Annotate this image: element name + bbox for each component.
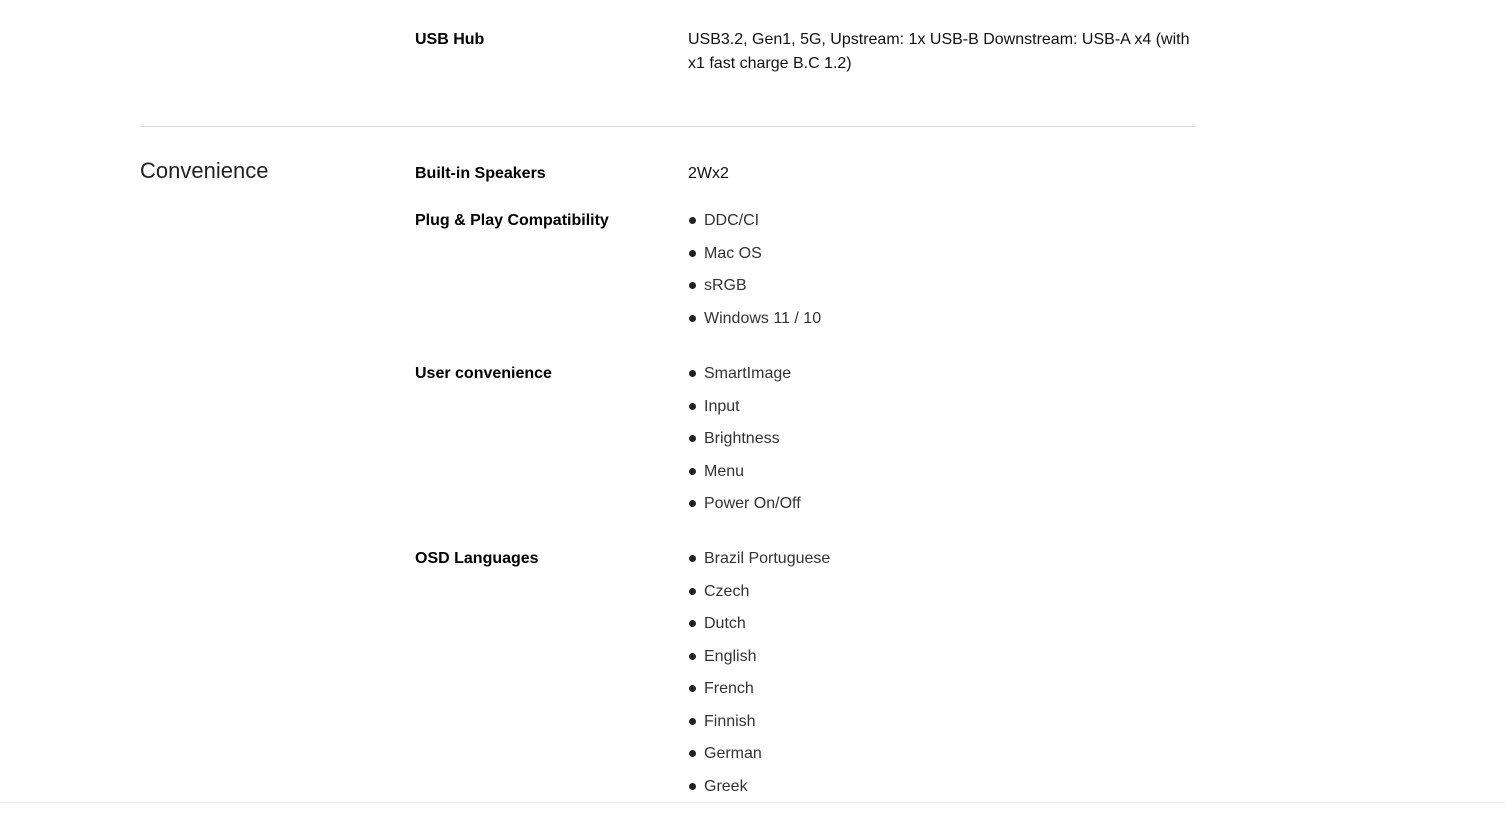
bullet-item-text: Dutch bbox=[704, 615, 746, 632]
bullet-dot-icon bbox=[689, 653, 696, 660]
bullet-item-text: Windows 11 / 10 bbox=[704, 309, 822, 327]
bullet-dot-icon bbox=[689, 468, 696, 475]
spec-value-osd-languages bbox=[688, 547, 1208, 807]
bullet-item bbox=[688, 645, 1208, 669]
bullet-dot-icon bbox=[689, 555, 696, 562]
bullet-item bbox=[688, 362, 1208, 386]
bullet-item bbox=[688, 742, 1208, 766]
spec-value-usb-hub-line1: USB3.2, Gen1, 5G, Upstream: 1x USB-B Downstream: USB-A x4 (with bbox=[688, 31, 1190, 48]
spec-value-usb-hub bbox=[688, 28, 1208, 76]
bullet-item bbox=[688, 580, 1208, 604]
bullet-item-text: English bbox=[704, 647, 757, 665]
bullet-dot-icon bbox=[689, 217, 696, 224]
bullet-item bbox=[688, 492, 1208, 516]
bullet-item-text: sRGB bbox=[704, 277, 747, 294]
bullet-item bbox=[688, 775, 1208, 799]
bullet-item bbox=[688, 242, 1208, 266]
bullet-item-text: German bbox=[704, 745, 762, 762]
bullet-item-text: French bbox=[704, 680, 754, 697]
spec-label-usb-hub: USB Hub bbox=[415, 31, 485, 48]
bullet-item bbox=[688, 274, 1208, 298]
bullet-item-text: Czech bbox=[704, 582, 750, 600]
spec-label-plug-play: Plug & Play Compatibility bbox=[415, 212, 609, 229]
bullet-item bbox=[688, 209, 1208, 233]
bullet-dot-icon bbox=[689, 315, 696, 322]
spec-label-osd-languages: OSD Languages bbox=[415, 550, 539, 567]
viewport-bottom-border bbox=[0, 802, 1505, 803]
bullet-list-user-convenience bbox=[688, 362, 1208, 516]
bullet-item-text: Input bbox=[704, 397, 740, 415]
bullet-item bbox=[688, 460, 1208, 484]
bullet-dot-icon bbox=[689, 750, 696, 757]
bullet-item-text: Menu bbox=[704, 462, 745, 480]
bullet-dot-icon bbox=[689, 435, 696, 442]
bullet-dot-icon bbox=[689, 370, 696, 377]
spec-value-usb-hub-line2: x1 fast charge B.C 1.2) bbox=[688, 55, 852, 72]
bullet-item bbox=[688, 710, 1208, 734]
bullet-dot-icon bbox=[689, 282, 696, 289]
bullet-dot-icon bbox=[689, 620, 696, 627]
bullet-item bbox=[688, 395, 1208, 419]
spec-label-user-convenience: User convenience bbox=[415, 365, 552, 382]
bullet-item-text: DDC/CI bbox=[704, 212, 760, 229]
spec-value-user-convenience bbox=[688, 362, 1208, 525]
bullet-item-text: SmartImage bbox=[704, 365, 792, 382]
section-divider bbox=[140, 126, 1196, 127]
bullet-item-text: Brazil Portuguese bbox=[704, 550, 831, 567]
section-title-convenience: Convenience bbox=[140, 158, 269, 183]
spec-value-built-in-speakers: 2Wx2 bbox=[688, 165, 729, 182]
bullet-item-text: Greek bbox=[704, 777, 748, 795]
bullet-item-text: Mac OS bbox=[704, 244, 762, 262]
bullet-item-text: Finnish bbox=[704, 712, 756, 730]
bullet-dot-icon bbox=[689, 718, 696, 725]
spec-label-built-in-speakers: Built-in Speakers bbox=[415, 165, 546, 182]
bullet-dot-icon bbox=[689, 403, 696, 410]
spec-value-plug-play bbox=[688, 209, 1208, 339]
bullet-dot-icon bbox=[689, 500, 696, 507]
bullet-item bbox=[688, 547, 1208, 571]
bullet-item bbox=[688, 307, 1208, 331]
bullet-item-text: Brightness bbox=[704, 430, 780, 447]
bullet-list-plug-play bbox=[688, 209, 1208, 331]
bullet-dot-icon bbox=[689, 588, 696, 595]
bullet-dot-icon bbox=[689, 783, 696, 790]
bullet-item-text: Power On/Off bbox=[704, 495, 801, 512]
bullet-dot-icon bbox=[689, 250, 696, 257]
bullet-item bbox=[688, 612, 1208, 636]
bullet-list-osd-languages bbox=[688, 547, 1208, 799]
bullet-dot-icon bbox=[689, 685, 696, 692]
bullet-item bbox=[688, 677, 1208, 701]
bullet-item bbox=[688, 427, 1208, 451]
